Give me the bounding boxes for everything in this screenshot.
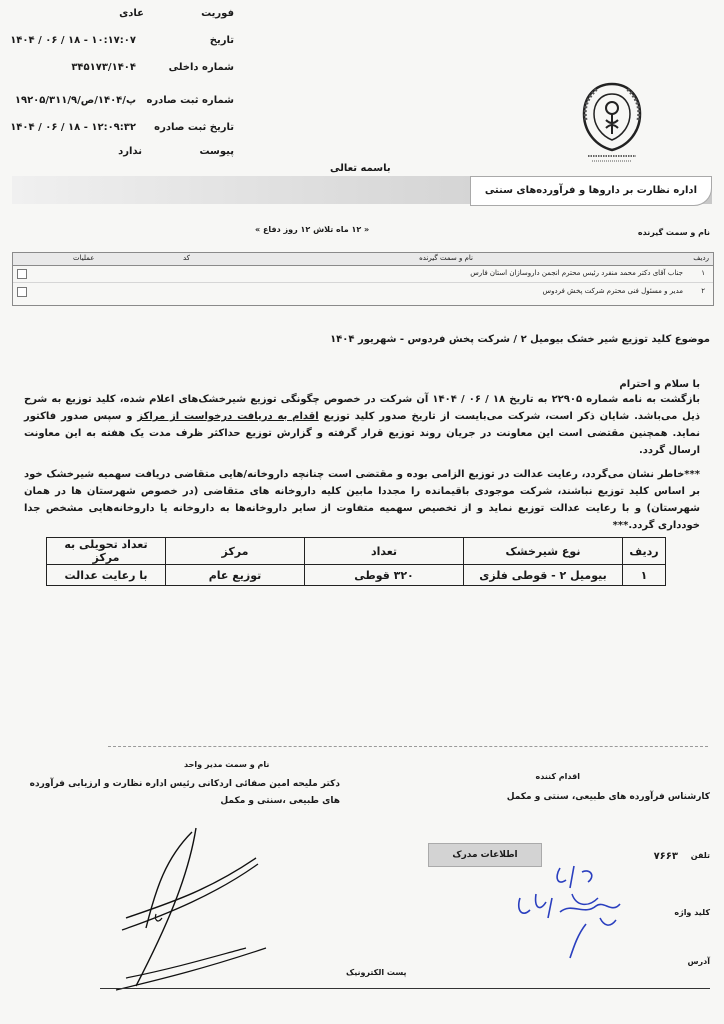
divider	[108, 746, 708, 747]
internal-number-label: شماره داخلی	[168, 62, 234, 73]
department-title: اداره نظارت بر داروها و فرآورده‌های سنتی	[470, 176, 712, 206]
table-row[interactable]: ۱ جناب آقای دکتر محمد منفرد رئیس محترم انجمن داروسازان استان فارس	[13, 266, 713, 283]
manager-title-label: نام و سمت مدیر واحد	[184, 760, 270, 769]
internal-number-value: ۳۴۵۱۷۳/۱۴۰۴	[71, 62, 136, 73]
handwritten-signature	[96, 818, 276, 998]
email-label: پست الکترونیک	[346, 968, 407, 977]
table-row[interactable]: ۲ مدیر و مسئول فنی محترم شرکت پخش فردوس	[13, 283, 713, 305]
document-info-button[interactable]: اطلاعات مدرک	[428, 843, 542, 867]
body-paragraph-1: بازگشت به نامه شماره ۲۲۹۰۵ به تاریخ ۱۸ / ۰۶ / ۱۴۰۴ آن شرکت در خصوص چگونگی توزیع شیرخشک‌های اعلام شده، کلید توزیع به شرح ذیل می‌باشد. شایان ذکر است، شرکت می‌بایست از تاریخ صدور کلید توزیع اقدام به دریافت درخواست از مراکز و سپس صدور فاکتور نماید. همچنین مقتضی است این معاونت در جریان روند توزیع قرار گرفته و گزارش توزیع حداکثر ظرف مدت یک هفته به این معاونت ارسال گردد.	[24, 394, 700, 456]
attachment-label: پیوست	[199, 146, 234, 157]
recipient-name: مدیر و مسئول فنی محترم شرکت پخش فردوس	[542, 287, 683, 295]
keyword-label: کلید واژه	[674, 908, 710, 917]
manager-name: دکتر ملیحه امین صفائی اردکانی رئیس اداره نظارت و ارزیابی فرآورده های طبیعی ،سنتی و مکمل	[29, 779, 340, 806]
campaign-slogan: « ۱۲ ماه تلاش ۱۲ روز دفاع »	[255, 225, 370, 234]
urgency-label: فوریت	[201, 8, 234, 19]
recipients-table-header	[13, 253, 713, 266]
university-emblem-icon	[580, 80, 644, 164]
address-label: آدرس	[687, 957, 710, 966]
distribution-table-header: ردیف نوع شیرخشک تعداد مرکز تعداد تحویلی به مرکز	[47, 538, 666, 565]
view-document-icon[interactable]	[17, 287, 27, 297]
handwritten-annotation	[500, 858, 670, 978]
underlined-phrase: اقدام به دریافت درخواست از مراکز	[137, 411, 319, 422]
phone-value: ۷۶۶۳	[653, 851, 678, 862]
footer-divider	[100, 988, 710, 989]
table-row: ۱ بیومیل ۲ - قوطی فلزی ۳۲۰ قوطی توزیع عام با رعایت عدالت	[47, 565, 666, 586]
header-row: ردیف	[693, 254, 709, 262]
date-value: ۱۴۰۴ / ۰۶ / ۱۸ - ۱۰:۱۷:۰۷	[10, 35, 136, 46]
urgency-value: عادی	[119, 8, 144, 19]
header-name: نام و سمت گیرنده	[419, 254, 473, 262]
action-by-label: اقدام کننده	[535, 772, 580, 781]
registration-date-label: تاریخ ثبت صادره	[154, 122, 234, 133]
view-document-icon[interactable]	[17, 269, 27, 279]
recipient-label: نام و سمت گیرنده	[637, 228, 710, 237]
date-label: تاریخ	[209, 35, 234, 46]
bismillah-heading: باسمه تعالی	[330, 163, 391, 174]
header-operations: عملیات	[73, 254, 95, 262]
body-paragraph-2: ***خاطر نشان می‌گردد، رعایت عدالت در توزیع الزامی بوده و مقتضی است چنانچه داروخانه/هایی متقاضی دریافت سهمیه شیرخشک خود بر اساس کلید توزیع نباشند، شرکت موجودی باقیمانده را مجددا مابین کلیه داروخانه های متقاضی (در خصوص شهرستان ها در همان شهرستان) و با رعایت عدالت توزیع نماید و از تخصیص سهمیه متفاوت از سایر داروخانه‌ها به داروخانه یا داروخانه‌هایی مشخص جدا خودداری گردد.***	[24, 469, 700, 531]
phone-label: تلفن	[690, 851, 710, 860]
registration-number-value: ۱۹۲۰۵/۳۱۱/۹/پ/۱۴۰۴/ص	[14, 95, 136, 106]
attachment-value: ندارد	[118, 146, 142, 157]
letter-subject: موضوع کلید توزیع شیر خشک بیومیل ۲ / شرکت پخش فردوس - شهریور ۱۴۰۴	[330, 334, 710, 345]
distribution-table	[46, 537, 666, 586]
recipients-table	[12, 252, 714, 306]
action-by-name: کارشناس فرآورده های طبیعی، سنتی و مکمل	[506, 792, 710, 802]
registration-date-value: ۱۴۰۴ / ۰۶ / ۱۸ - ۱۲:۰۹:۳۲	[10, 122, 136, 133]
recipient-name: جناب آقای دکتر محمد منفرد رئیس محترم انجمن داروسازان استان فارس	[470, 269, 683, 277]
registration-number-label: شماره ثبت صادره	[146, 95, 234, 106]
header-code: کد	[183, 254, 191, 262]
greeting: با سلام و احترام	[619, 379, 700, 390]
